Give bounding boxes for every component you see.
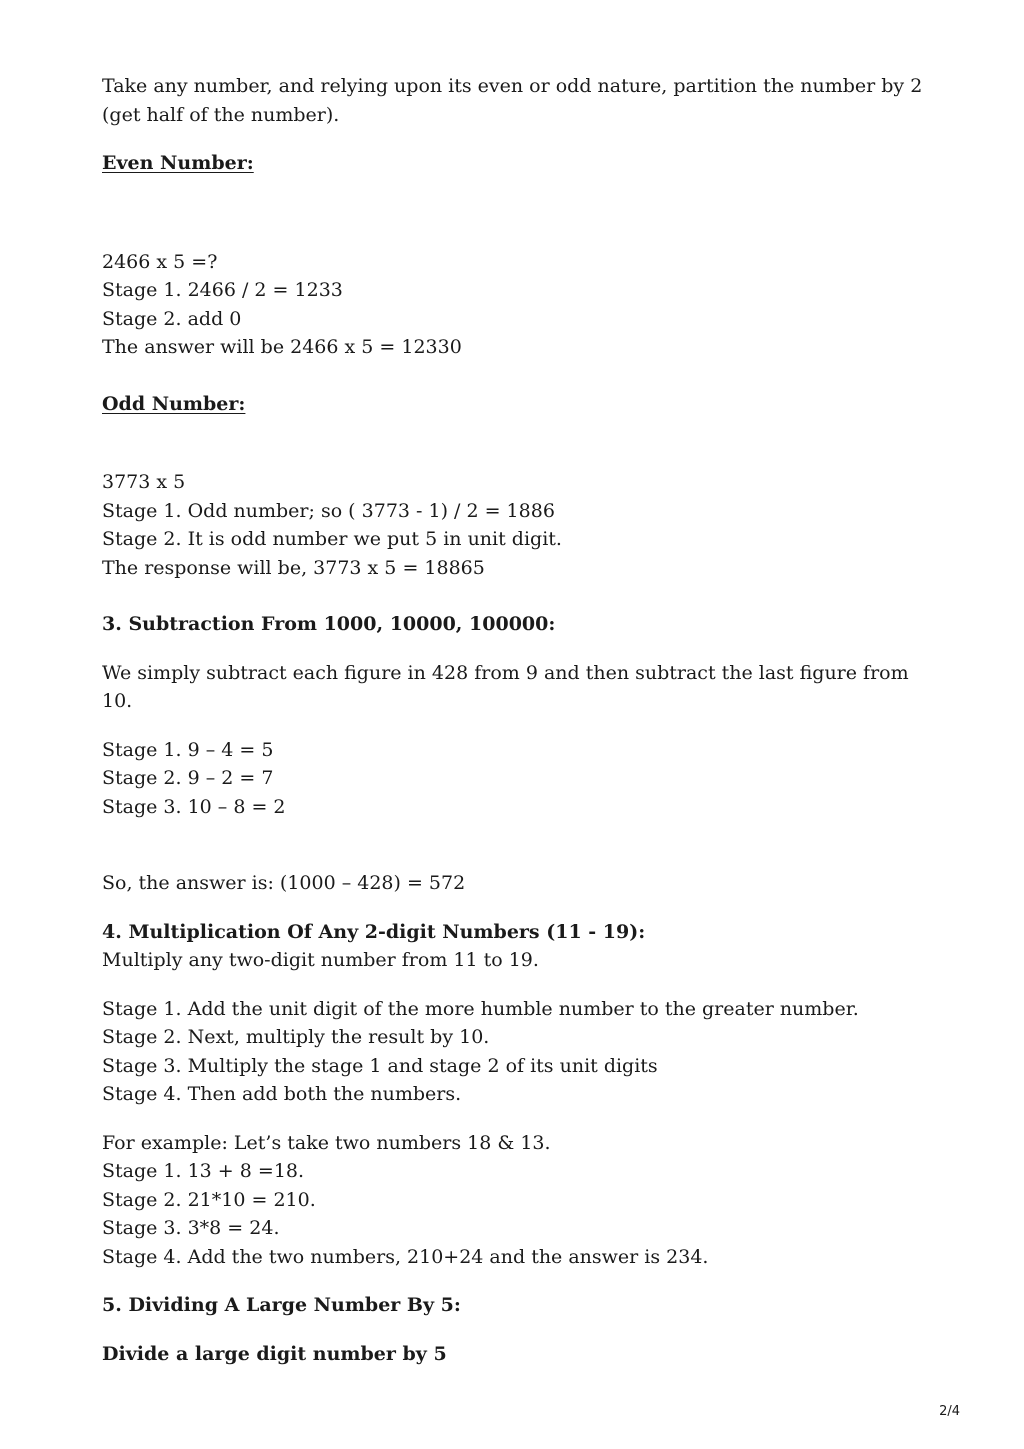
intro-paragraph: Take any number, and relying upon its even or odd nature, partition the number by 2 (get half of the number). bbox=[102, 75, 923, 126]
odd-line: Stage 2. It is odd number we put 5 in unit digit. bbox=[102, 528, 562, 550]
document-page bbox=[102, 72, 932, 1388]
even-line: 2466 x 5 =? bbox=[102, 250, 218, 273]
section-5-heading: 5. Dividing A Large Number By 5: bbox=[102, 1294, 461, 1316]
example-line: Stage 4. Add the two numbers, 210+24 and the answer is 234. bbox=[102, 1245, 709, 1268]
step-line: Stage 2. Next, multiply the result by 10. bbox=[102, 1026, 490, 1048]
step-line: Stage 3. 10 – 8 = 2 bbox=[102, 795, 286, 818]
even-number-example bbox=[102, 248, 932, 362]
even-line: Stage 1. 2466 / 2 = 1233 bbox=[102, 279, 343, 301]
section-4-description: Multiply any two-digit number from 11 to 19. bbox=[102, 949, 539, 971]
example-line: For example: Let’s take two numbers 18 & 13. bbox=[102, 1131, 551, 1154]
step-line: Stage 4. Then add both the numbers. bbox=[102, 1083, 462, 1105]
even-line: Stage 2. add 0 bbox=[102, 307, 242, 330]
section-3-steps bbox=[102, 736, 932, 822]
step-line: Stage 1. 9 – 4 = 5 bbox=[102, 738, 274, 761]
odd-number-example bbox=[102, 468, 932, 582]
even-line: The answer will be 2466 x 5 = 12330 bbox=[102, 336, 462, 358]
step-line: Stage 3. Multiply the stage 1 and stage 2 of its unit digits bbox=[102, 1054, 658, 1077]
page-number: 2/4 bbox=[939, 1404, 960, 1419]
section-5-subheading: Divide a large digit number by 5 bbox=[102, 1342, 447, 1365]
example-line: Stage 2. 21*10 = 210. bbox=[102, 1188, 316, 1211]
section-4-example bbox=[102, 1129, 932, 1272]
odd-line: Stage 1. Odd number; so ( 3773 - 1) / 2 = 1886 bbox=[102, 499, 555, 522]
example-line: Stage 1. 13 + 8 =18. bbox=[102, 1160, 305, 1182]
odd-line: The response will be, 3773 x 5 = 18865 bbox=[102, 556, 485, 579]
section-3-description: We simply subtract each figure in 428 from 9 and then subtract the last figure from 10. bbox=[102, 661, 909, 712]
section-3-heading: 3. Subtraction From 1000, 10000, 100000: bbox=[102, 613, 556, 635]
step-line: Stage 1. Add the unit digit of the more humble number to the greater number. bbox=[102, 997, 859, 1020]
odd-line: 3773 x 5 bbox=[102, 471, 186, 493]
odd-number-heading: Odd Number: bbox=[102, 392, 246, 415]
example-line: Stage 3. 3*8 = 24. bbox=[102, 1217, 280, 1239]
section-4-steps bbox=[102, 995, 932, 1109]
even-number-heading: Even Number: bbox=[102, 152, 254, 174]
section-4-heading: 4. Multiplication Of Any 2-digit Numbers (11 - 19): bbox=[102, 920, 646, 943]
section-3-answer: So, the answer is: (1000 – 428) = 572 bbox=[102, 872, 466, 894]
step-line: Stage 2. 9 – 2 = 7 bbox=[102, 767, 274, 789]
